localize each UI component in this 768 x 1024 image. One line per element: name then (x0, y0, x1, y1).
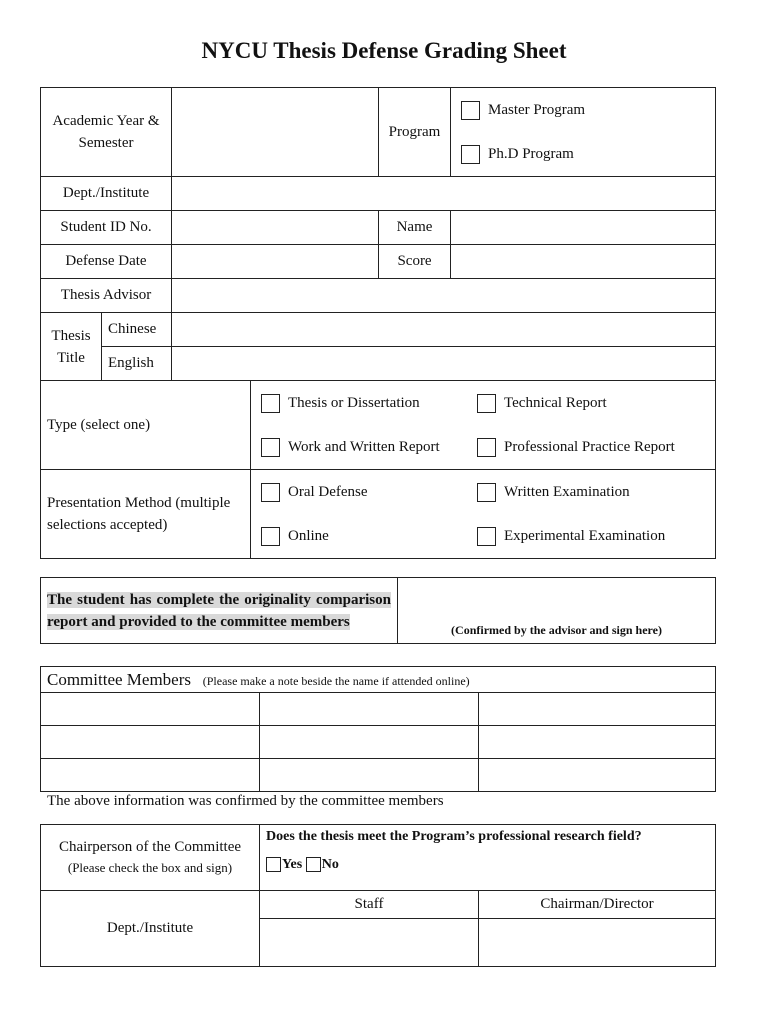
staff-sign-field[interactable] (260, 919, 479, 967)
dept-label: Dept./Institute (41, 177, 172, 211)
defense-date-field[interactable] (172, 245, 379, 279)
chairman-sign-field[interactable] (479, 919, 716, 967)
thesis-title-label: Thesis Title (41, 313, 102, 381)
method-experimental-checkbox[interactable] (477, 527, 496, 546)
score-label: Score (379, 245, 451, 279)
dept-field[interactable] (172, 177, 716, 211)
type-work-checkbox[interactable] (261, 438, 280, 457)
type-practice-label: Professional Practice Report (504, 438, 675, 455)
student-id-label: Student ID No. (41, 211, 172, 245)
no-label: No (321, 857, 339, 872)
originality-statement-text: The student has complete the originality comparison report and provided to the committee members (47, 591, 391, 630)
method-online-label: Online (288, 527, 329, 544)
research-field-question: Does the thesis meet the Program’s professional research field? (266, 829, 642, 844)
committee-cell[interactable] (260, 726, 479, 759)
staff-header: Staff (260, 891, 479, 919)
method-written-option[interactable] (477, 470, 709, 514)
academic-year-label: Academic Year & Semester (41, 88, 172, 177)
master-program-label: Master Program (488, 101, 586, 118)
type-technical-checkbox[interactable] (477, 394, 496, 413)
method-online-checkbox[interactable] (261, 527, 280, 546)
type-work-label: Work and Written Report (288, 438, 440, 455)
yes-checkbox[interactable] (266, 857, 281, 872)
type-practice-option[interactable] (477, 425, 709, 469)
method-label: Presentation Method (multiple selections accepted) (41, 470, 251, 559)
committee-table (40, 666, 716, 792)
student-id-field[interactable] (172, 211, 379, 245)
phd-program-option[interactable] (461, 132, 709, 176)
no-option[interactable] (306, 857, 339, 872)
english-title-field[interactable] (172, 347, 716, 381)
committee-cell[interactable] (41, 726, 260, 759)
chinese-title-field[interactable] (172, 313, 716, 347)
chinese-label: Chinese (102, 313, 172, 347)
yes-option[interactable] (266, 857, 302, 872)
originality-statement (41, 578, 398, 644)
name-field[interactable] (451, 211, 716, 245)
type-technical-label: Technical Report (504, 394, 607, 411)
method-oral-checkbox[interactable] (261, 483, 280, 502)
chair-table (40, 824, 716, 967)
chair-label: Chairperson of the Committee (58, 839, 242, 855)
page-title: NYCU Thesis Defense Grading Sheet (201, 38, 567, 63)
academic-year-field[interactable] (172, 88, 379, 177)
chair-sub-label: (Please check the box and sign) (67, 860, 233, 875)
master-program-option[interactable] (461, 88, 709, 132)
committee-cell[interactable] (41, 759, 260, 792)
type-practice-checkbox[interactable] (477, 438, 496, 457)
committee-cell[interactable] (479, 726, 716, 759)
method-experimental-label: Experimental Examination (504, 527, 666, 544)
committee-confirmation: The above information was confirmed by the committee members (47, 793, 444, 809)
no-checkbox[interactable] (306, 857, 321, 872)
method-online-option[interactable] (261, 514, 477, 558)
originality-table (40, 577, 716, 644)
committee-cell[interactable] (479, 759, 716, 792)
chair-dept-label: Dept./Institute (41, 891, 260, 967)
master-program-checkbox[interactable] (461, 101, 480, 120)
type-thesis-label: Thesis or Dissertation (288, 394, 420, 411)
chair-question-cell (260, 825, 716, 891)
advisor-sign-field[interactable] (398, 578, 716, 644)
program-label: Program (379, 88, 451, 177)
advisor-label: Thesis Advisor (41, 279, 172, 313)
yes-label: Yes (282, 857, 303, 872)
method-oral-option[interactable] (261, 470, 477, 514)
advisor-field[interactable] (172, 279, 716, 313)
chair-label-cell (41, 825, 260, 891)
committee-cell[interactable] (260, 693, 479, 726)
type-technical-option[interactable] (477, 381, 709, 425)
method-oral-label: Oral Defense (288, 483, 368, 500)
phd-program-label: Ph.D Program (488, 145, 574, 162)
defense-date-label: Defense Date (41, 245, 172, 279)
committee-header (41, 667, 716, 693)
method-experimental-option[interactable] (477, 514, 709, 558)
type-label: Type (select one) (41, 381, 251, 470)
advisor-confirm-note: (Confirmed by the advisor and sign here) (451, 623, 662, 637)
committee-note: (Please make a note beside the name if attended online) (202, 673, 470, 688)
name-label: Name (379, 211, 451, 245)
type-thesis-option[interactable] (261, 381, 477, 425)
committee-cell[interactable] (479, 693, 716, 726)
phd-program-checkbox[interactable] (461, 145, 480, 164)
method-options (251, 470, 716, 559)
english-label: English (102, 347, 172, 381)
committee-header-label: Committee Members (47, 669, 192, 689)
chairman-header: Chairman/Director (479, 891, 716, 919)
program-options (451, 88, 716, 177)
type-thesis-checkbox[interactable] (261, 394, 280, 413)
type-work-option[interactable] (261, 425, 477, 469)
method-written-checkbox[interactable] (477, 483, 496, 502)
committee-cell[interactable] (260, 759, 479, 792)
info-table (40, 87, 716, 559)
committee-cell[interactable] (41, 693, 260, 726)
type-options (251, 381, 716, 470)
method-written-label: Written Examination (504, 483, 630, 500)
score-field[interactable] (451, 245, 716, 279)
